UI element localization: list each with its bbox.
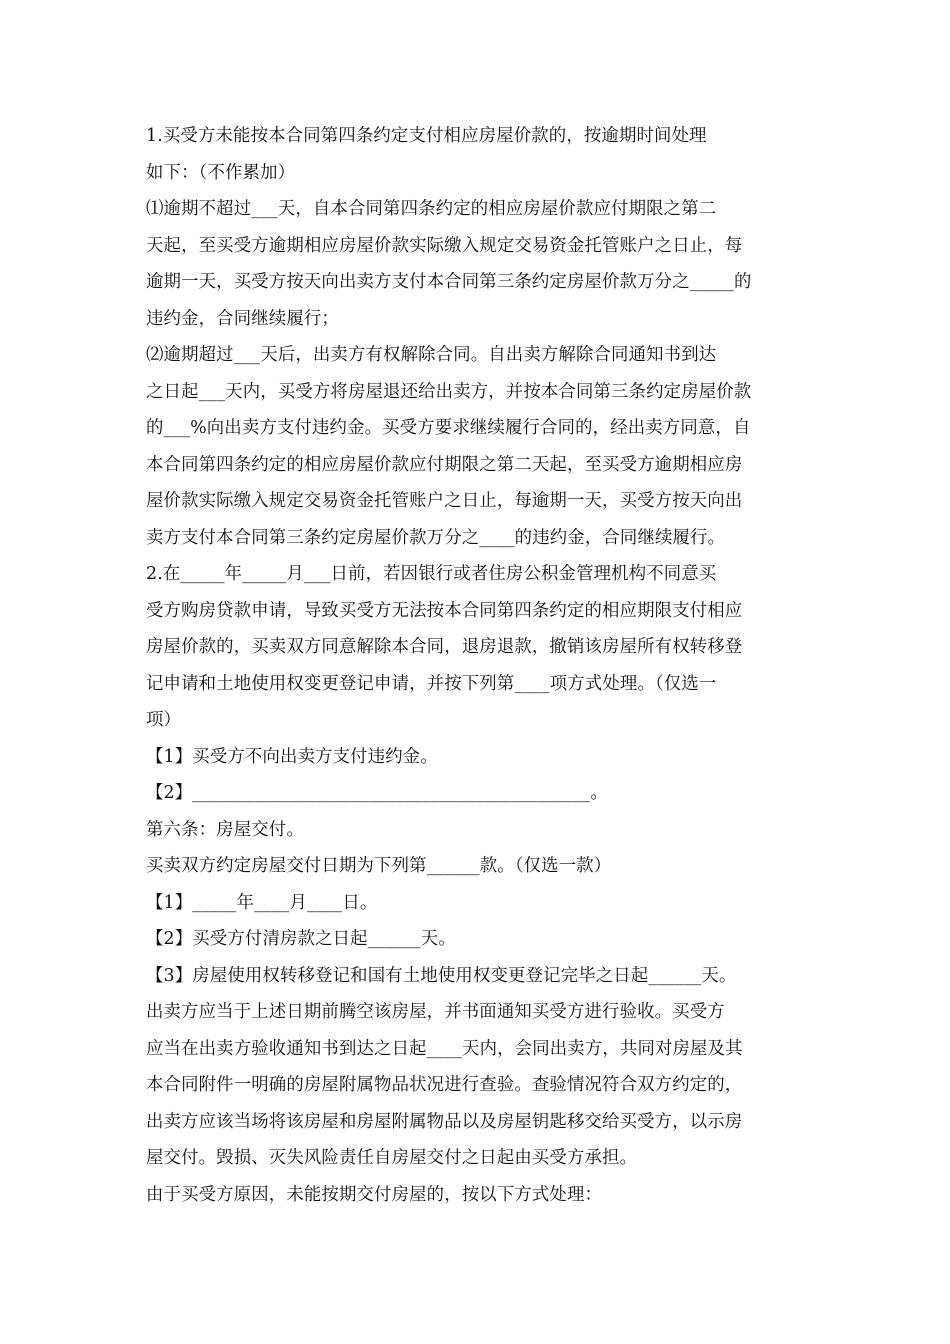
text-line: 应当在出卖方验收通知书到达之日起____天内，会同出卖方，共同对房屋及其 <box>146 1038 743 1059</box>
text-line: 屋交付。毁损、灭失风险责任自房屋交付之日起由买受方承担。 <box>146 1148 638 1168</box>
text-line: 违约金，合同继续履行； <box>146 308 339 329</box>
text-line: 出卖方应该当场将该房屋和房屋附属物品以及房屋钥匙移交给买受方，以示房 <box>146 1111 743 1132</box>
text-line: 房屋价款的，买卖双方同意解除本合同，退房退款，撤销该房屋所有权转移登 <box>146 637 743 657</box>
text-line: 本合同附件一明确的房屋附属物品状况进行查验。查验情况符合双方约定的， <box>146 1075 743 1095</box>
text-line: 1.买受方未能按本合同第四条约定支付相应房屋价款的，按逾期时间处理 <box>146 126 707 146</box>
text-line: 的___%向出卖方支付违约金。买受方要求继续履行合同的，经出卖方同意，自 <box>146 418 751 438</box>
text-line: 出卖方应当于上述日期前腾空该房屋，并书面通知买受方进行验收。买受方 <box>146 1002 725 1022</box>
text-line: 【3】房屋使用权转移登记和国有土地使用权变更登记完毕之日起______天。 <box>146 965 737 986</box>
text-line: 【1】_____年____月____日。 <box>146 892 378 913</box>
text-line: 屋价款实际缴入规定交易资金托管账户之日止，每逾期一天，买受方按天向出 <box>146 491 743 511</box>
text-line: 买卖双方约定房屋交付日期为下列第______款。（仅选一款） <box>146 856 612 876</box>
contract-text <box>146 118 814 1213</box>
text-line: 记申请和土地使用权变更登记申请，并按下列第____项方式处理。（仅选一 <box>146 673 717 694</box>
text-line: 本合同第四条约定的相应房屋价款应付期限之第二天起，至买受方逾期相应房 <box>146 454 743 475</box>
text-line: 受方购房贷款申请，导致买受方无法按本合同第四条约定的相应期限支付相应 <box>146 600 743 621</box>
text-line: ⑴逾期不超过___天，自本合同第四条约定的相应房屋价款应付期限之第二 <box>146 199 717 219</box>
text-line: 之日起___天内，买受方将房屋退还给出卖方，并按本合同第三条约定房屋价款 <box>146 381 752 402</box>
text-line: 【2】买受方付清房款之日起______天。 <box>146 929 456 949</box>
text-line: 如下：（不作累加） <box>146 162 296 183</box>
text-line: ⑵逾期超过___天后，出卖方有权解除合同。自出卖方解除合同通知书到达 <box>146 345 717 365</box>
text-line: 卖方支付本合同第三条约定房屋价款万分之____的违约金，合同继续履行。 <box>146 527 726 548</box>
text-line: 【1】买受方不向出卖方支付违约金。 <box>146 746 438 767</box>
text-line: 项） <box>146 710 182 730</box>
text-line: 2.在_____年_____月___日前，若因银行或者住房公积金管理机构不同意买 <box>146 564 717 584</box>
text-line: 第六条：房屋交付。 <box>146 819 304 840</box>
text-line: 逾期一天，买受方按天向出卖方支付本合同第三条约定房屋价款万分之_____的 <box>146 272 752 292</box>
text-line: 由于买受方原因，未能按期交付房屋的，按以下方式处理： <box>146 1184 603 1205</box>
text-line: 天起，至买受方逾期相应房屋价款实际缴入规定交易资金托管账户之日止，每 <box>146 235 743 256</box>
text-line: 【2】_____________________________________________。 <box>146 783 608 803</box>
